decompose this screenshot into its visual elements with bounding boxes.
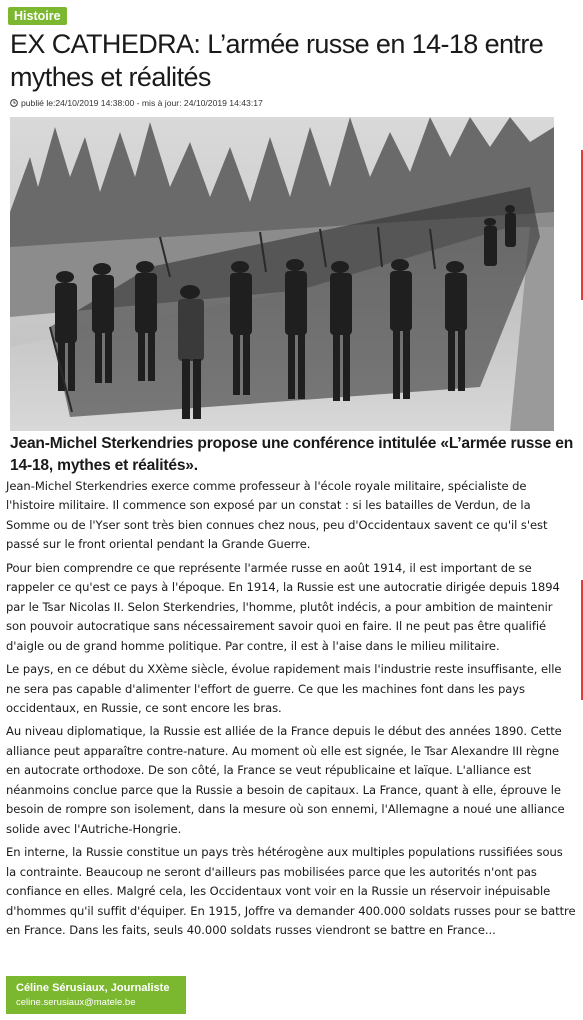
publication-meta	[10, 98, 263, 108]
article-body	[6, 477, 576, 944]
article-paragraph: Au niveau diplomatique, la Russie est alliée de la France depuis le début des années 1890. Cette alliance peut apparaître contre-nature. Au moment où elle est signée, le Tsar Alexandre III règne en autocrate orthodoxe. De son côté, la France se veut républicaine et laïque. L'alliance est néanmoins conclue parce que la Russie a besoin de capitaux. La France, quant à elle, éprouve le besoin de rompre son isolement, dans la mesure où son ennemi, l'Allemagne a noué une alliance solide avec l'Autriche-Hongrie.	[6, 724, 565, 836]
publication-dates: publié le:24/10/2019 14:38:00 - mis à jour: 24/10/2019 14:43:17	[21, 98, 263, 108]
clock-icon	[10, 99, 18, 107]
author-email-link[interactable]: celine.serusiaux@matele.be	[16, 997, 136, 1008]
article-paragraph: En interne, la Russie constitue un pays très hétérogène aux multiples populations russifiées sous la contrainte. Beaucoup ne seront d'ailleurs pas mobilisées parce que les autorités n'ont pas confiance en elles. Malgré cela, les Occidentaux vont voir en la Russie un réservoir inépuisable d'hommes qu'il suffit d'équiper. En 1915, Joffre va demander 400.000 soldats russes pour se battre en France. Dans les faits, seuls 40.000 soldats russes viendront se battre en France...	[6, 845, 576, 937]
article-paragraph: Pour bien comprendre ce que représente l'armée russe en août 1914, il est important de se rappeler ce qu'est ce pays à l'époque. En 1914, la Russie est une autocratie dirigée depuis 1894 par le Tsar Nicolas II. Selon Sterkendries, l'homme, plutôt indécis, a pour ambition de maintenir son pouvoir autocratique sans nécessairement savoir quoi en faire. Il ne peut pas être qualifié d'aigle ou de grand homme politique. Par contre, il est à l'aise dans le milieu militaire.	[6, 560, 560, 653]
photo-caption: Jean-Michel Sterkendries propose une conférence intitulée «L’armée russe en 14-18, mythes et réalités».	[10, 435, 574, 474]
category-badge[interactable]: Histoire	[8, 7, 67, 25]
article-paragraph: Jean-Michel Sterkendries exerce comme professeur à l'école royale militaire, spécialiste de l'histoire militaire. Il commence son exposé par un constat : si les batailles de Verdun, de la Somme ou de l'Yser sont très bien connues chez nous, peu d'Occidentaux savent ce qu'il s'est passé sur le front oriental pendant la Grande Guerre.	[6, 479, 548, 552]
article-photo	[10, 117, 554, 431]
author-box	[6, 976, 186, 1014]
author-name: Céline Sérusiaux, Journaliste	[16, 982, 170, 994]
article-headline: EX CATHEDRA: L’armée russe en 14-18 entre mythes et réalités	[10, 29, 544, 92]
article-paragraph: Le pays, en ce début du XXème siècle, évolue rapidement mais l'industrie reste insuffisante, elle ne sera pas capable d'alimenter l'effort de guerre. Ce que les machines font dans les pays occidentaux, en Russie, ce sont encore les bras.	[6, 662, 562, 715]
soldiers-marching-photo	[10, 117, 554, 431]
